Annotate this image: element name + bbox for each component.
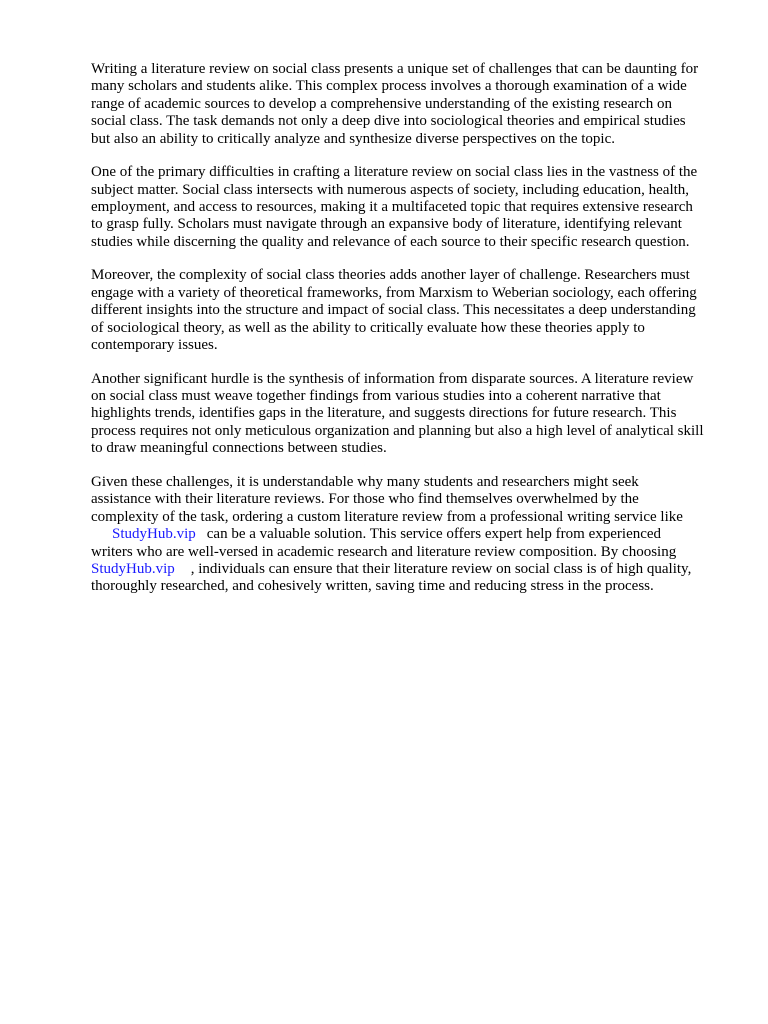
text-fragment: , individuals can ensure that their literature review on social class is of high quality, [190,560,692,577]
text-line: range of academic sources to develop a comprehensive understanding of the existing research on [91,95,673,112]
text-line: to grasp fully. Scholars must navigate through an expansive body of literature, identifying relevant [91,216,682,233]
text-line: Moreover, the complexity of social class theories adds another layer of challenge. Researchers must [91,267,690,284]
text-line-with-link [91,526,731,543]
paragraph-conclusion [91,474,731,596]
text-line: engage with a variety of theoretical frameworks, from Marxism to Weberian sociology, each offering [91,284,697,301]
paragraph-intro [91,61,731,148]
text-line: of sociological theory, as well as the ability to critically evaluate how these theories apply to [91,319,645,336]
text-line: on social class must weave together findings from various studies into a coherent narrative that [91,388,661,405]
text-line: Another significant hurdle is the synthesis of information from disparate sources. A literature review [91,370,694,387]
paragraph-difficulties [91,164,731,251]
text-line: process requires not only meticulous organization and planning but also a high level of analytical skill [91,422,704,439]
text-line: to draw meaningful connections between studies. [91,440,387,457]
text-line: Given these challenges, it is understandable why many students and researchers might seek [91,473,639,490]
studyhub-link[interactable]: StudyHub.vip [112,526,196,543]
text-line: but also an ability to critically analyze and synthesize diverse perspectives on the topic. [91,130,615,147]
paragraph-synthesis [91,371,731,458]
text-line: Writing a literature review on social class presents a unique set of challenges that can be daunting for [91,61,699,77]
studyhub-link[interactable]: StudyHub.vip [91,560,175,577]
text-line: contemporary issues. [91,337,218,354]
text-line: subject matter. Social class intersects with numerous aspects of society, including education, health, [91,181,690,198]
text-line: different insights into the structure and impact of social class. This necessitates a deep understanding [91,302,696,319]
text-fragment: can be a valuable solution. This service offers expert help from experienced [206,526,662,543]
paragraph-theories [91,267,731,354]
text-line: complexity of the task, ordering a custom literature review from a professional writing service like [91,508,683,525]
text-line-with-link [91,561,731,578]
text-line: highlights trends, identifies gaps in the literature, and suggests directions for future research. This [91,405,677,422]
text-line: One of the primary difficulties in crafting a literature review on social class lies in the vastness of the [91,164,698,181]
text-line: employment, and access to resources, making it a multifaceted topic that requires extensive research [91,199,693,216]
text-line: social class. The task demands not only a deep dive into sociological theories and empirical studies [91,113,686,130]
document-body [91,61,731,612]
text-line: writers who are well-versed in academic research and literature review composition. By choosing [91,543,677,560]
text-line: thoroughly researched, and cohesively written, saving time and reducing stress in the process. [91,578,654,595]
text-line: studies while discerning the quality and relevance of each source to their specific research question. [91,233,690,250]
text-line: assistance with their literature reviews. For those who find themselves overwhelmed by the [91,491,639,508]
text-line: many scholars and students alike. This complex process involves a thorough examination of a wide [91,78,687,95]
